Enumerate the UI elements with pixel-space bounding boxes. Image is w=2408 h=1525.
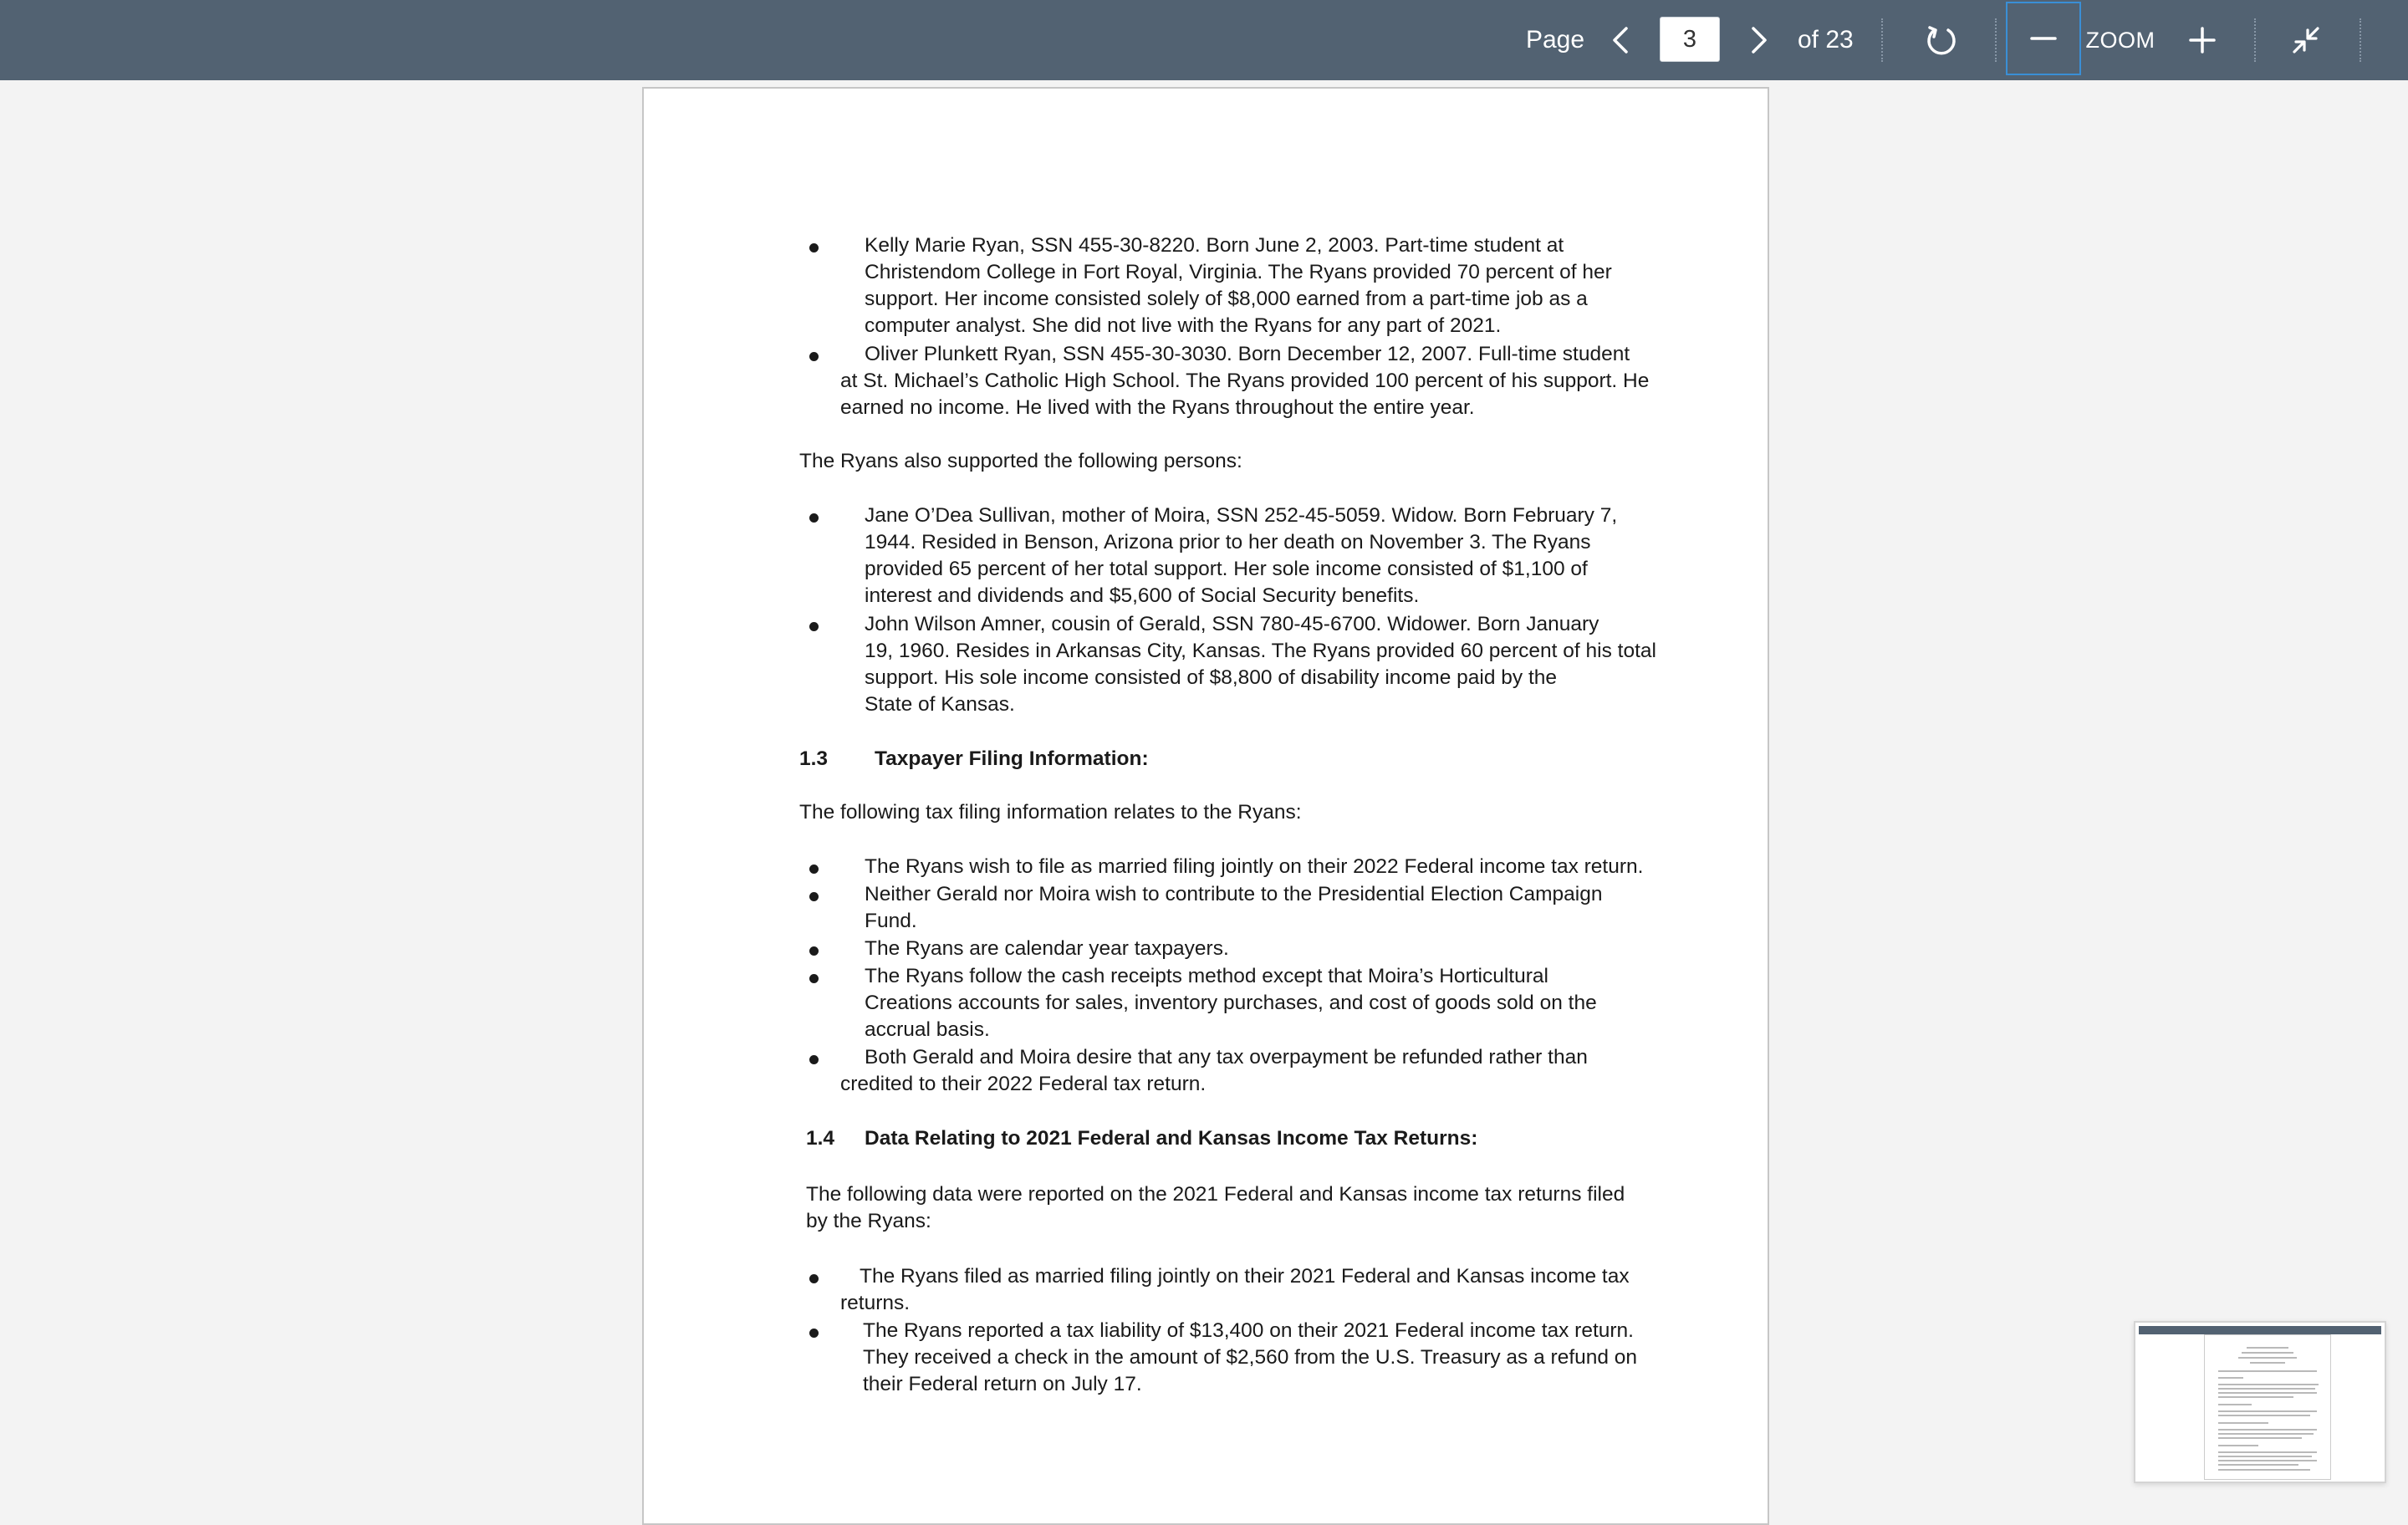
chevron-left-icon [1611,26,1630,54]
thumbnail-line [2218,1396,2293,1398]
text-line: Christendom College in Fort Royal, Virginia. The Ryans provided 70 percent of her [865,261,1612,283]
thumbnail-line [2218,1456,2312,1457]
text-line: 1944. Resided in Benson, Arizona prior to her death on November 3. The Ryans [865,531,1591,553]
thumbnail-line [2218,1404,2252,1405]
thumbnail-line [2218,1469,2310,1471]
previous-page-button[interactable] [1599,0,1642,80]
shrink-icon [2291,25,2321,55]
toolbar-divider [1995,18,1997,62]
bullet [809,1329,819,1338]
thumbnail-line [2218,1460,2317,1461]
text-line: The Ryans follow the cash receipts method except that Moira’s Horticultural [865,965,1548,987]
rotate-icon [1924,23,1959,58]
text-line: their Federal return on July 17. [863,1373,1142,1395]
section-number: 1.4 [806,1127,835,1150]
thumbnail-line [2242,1352,2293,1354]
section-heading: Taxpayer Filing Information: [875,747,1149,770]
text-line: The Ryans are calendar year taxpayers. [865,937,1229,960]
bullet [809,865,819,874]
thumbnail-line [2218,1384,2319,1385]
thumbnail-line [2218,1392,2317,1394]
page-number-input[interactable] [1660,17,1720,62]
bullet [809,1055,819,1064]
bullet [809,513,819,523]
thumbnail-line [2218,1388,2315,1390]
chevron-right-icon [1750,26,1768,54]
text-line: 19, 1960. Resides in Arkansas City, Kansas. The Ryans provided 60 percent of his total [865,640,1656,662]
text-line: They received a check in the amount of $2,560 from the U.S. Treasury as a refund on [863,1346,1638,1369]
exit-fullscreen-button[interactable] [2279,0,2333,80]
toolbar-divider [2360,18,2361,62]
text-line: credited to their 2022 Federal tax return. [840,1073,1207,1095]
bullet [809,622,819,631]
toolbar-divider [1881,18,1883,62]
thumbnail-line [2250,1362,2285,1364]
viewer-toolbar [0,0,2408,80]
paragraph: The following tax filing information relates to the Ryans: [799,801,1302,824]
bullet [809,1274,819,1283]
bullet [809,352,819,361]
text-line: Oliver Plunkett Ryan, SSN 455-30-3030. Born December 12, 2007. Full-time student [865,343,1630,365]
thumbnail-line [2218,1415,2310,1416]
thumbnail-line [2218,1429,2317,1431]
text-line: Fund. [865,910,917,932]
thumbnail-toolbar [2139,1326,2381,1334]
text-line: returns. [840,1292,911,1314]
total-pages-label: of 23 [1798,26,1854,54]
thumbnail-line [2218,1451,2317,1453]
thumbnail-line [2247,1347,2288,1349]
thumbnail-line [2218,1445,2258,1446]
section-heading: Data Relating to 2021 Federal and Kansas Income Tax Returns: [865,1127,1478,1150]
text-line: Kelly Marie Ryan, SSN 455-30-8220. Born June 2, 2003. Part-time student at [865,234,1564,257]
bullet [809,892,819,901]
text-line: The Ryans filed as married filing jointly on their 2021 Federal and Kansas income tax [860,1265,1630,1288]
text-line: earned no income. He lived with the Ryans throughout the entire year. [840,396,1475,419]
next-page-button[interactable] [1737,0,1781,80]
bullet [809,974,819,983]
section-number: 1.3 [799,747,829,770]
zoom-out-button[interactable] [2006,2,2081,75]
page-label: Page [1525,26,1585,54]
text-line: Jane O’Dea Sullivan, mother of Moira, SSN 252-45-5059. Widow. Born February 7, [865,504,1618,527]
text-line: at St. Michael’s Catholic High School. The Ryans provided 100 percent of his support. He [840,370,1650,392]
text-line: support. Her income consisted solely of $8,000 earned from a part-time job as a [865,288,1588,310]
text-line: accrual basis. [865,1018,990,1041]
text-line: computer analyst. She did not live with the Ryans for any part of 2021. [865,314,1502,337]
page-thumbnail-navigator[interactable] [2134,1321,2386,1483]
text-line: Neither Gerald nor Moira wish to contribute to the Presidential Election Campaign [865,883,1603,905]
minus-icon [2030,36,2057,41]
text-line: provided 65 percent of her total support. Her sole income consisted of $1,100 of [865,558,1588,580]
bullet [809,946,819,956]
thumbnail-line [2218,1422,2268,1424]
text-line: State of Kansas. [865,693,1015,716]
zoom-in-button[interactable] [2177,0,2227,80]
thumbnail-page [2204,1334,2331,1480]
toolbar-divider [2254,18,2256,62]
document-page [642,87,1769,1525]
thumbnail-line [2218,1370,2317,1372]
text-line: Both Gerald and Moira desire that any tax overpayment be refunded rather than [865,1046,1588,1069]
text-line: The Ryans wish to file as married filing jointly on their 2022 Federal income tax return. [865,855,1644,878]
thumbnail-line [2218,1410,2317,1412]
thumbnail-line [2218,1377,2243,1379]
thumbnail-line [2218,1437,2302,1439]
text-line: The Ryans reported a tax liability of $13,400 on their 2021 Federal income tax return. [863,1319,1634,1342]
paragraph: The following data were reported on the 2021 Federal and Kansas income tax returns filed [806,1183,1625,1206]
thumbnail-line [2218,1433,2314,1435]
rotate-button[interactable] [1916,0,1967,80]
plus-icon [2189,27,2216,54]
text-line: Creations accounts for sales, inventory purchases, and cost of goods sold on the [865,992,1597,1014]
thumbnail-line [2218,1464,2298,1466]
thumbnail-line [2238,1357,2297,1359]
text-line: John Wilson Amner, cousin of Gerald, SSN 780-45-6700. Widower. Born January [865,613,1599,635]
paragraph: by the Ryans: [806,1210,931,1232]
text-line: interest and dividends and $5,600 of Social Security benefits. [865,584,1420,607]
bullet [809,243,819,252]
text-line: support. His sole income consisted of $8,800 of disability income paid by the [865,666,1558,689]
zoom-label: ZOOM [2085,27,2155,53]
paragraph: The Ryans also supported the following persons: [799,450,1242,472]
